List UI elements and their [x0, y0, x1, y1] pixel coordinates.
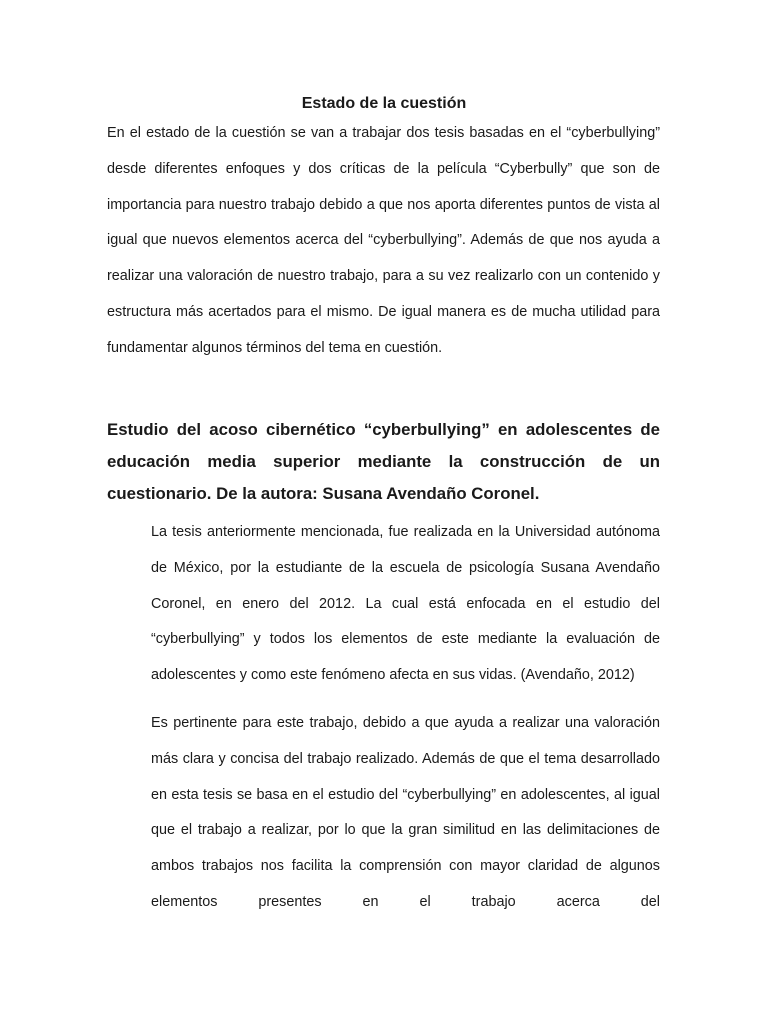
intro-paragraph: En el estado de la cuestión se van a trabajar dos tesis basadas en el “cyberbullying” desde diferentes enfoques y dos críticas de la película “Cyberbully” que son de importancia para nuestro trabajo debido a que nos aporta diferentes puntos de vista al igual que nuevos elementos acerca del “cyberbullying”. Además de que nos ayuda a realizar una valoración de nuestro trabajo, para a su vez realizarlo con un contenido y estructura más acertados para el mismo. De igual manera es de mucha utilidad para fundamentar algunos términos del tema en cuestión.	[107, 125, 660, 356]
section-heading: Estudio del acoso cibernético “cyberbullying” en adolescentes de educación media superior mediante la construcción de un cuestionario. De la autora: Susana Avendaño Coronel.	[107, 420, 660, 503]
page-title: Estado de la cuestión	[301, 95, 467, 112]
body-paragraph-1: La tesis anteriormente mencionada, fue realizada en la Universidad autónoma de México, por la estudiante de la escuela de psicología Susana Avendaño Coronel, en enero del 2012. La cual está enfocada en el estudio del “cyberbullying” y todos los elementos de este mediante la evaluación de adolescentes y como este fenómeno afecta en sus vidas. (Avendaño, 2012)	[151, 524, 660, 684]
body-paragraph-2: Es pertinente para este trabajo, debido a que ayuda a realizar una valoración más clara y concisa del trabajo realizado. Además de que el tema desarrollado en esta tesis se basa en el estudio del “cyberbullying” en adolescentes, al igual que el trabajo a realizar, por lo que la gran similitud en las delimitaciones de ambos trabajos nos facilita la comprensión con mayor claridad de algunos elementos presentes en el trabajo acerca del	[151, 715, 660, 910]
